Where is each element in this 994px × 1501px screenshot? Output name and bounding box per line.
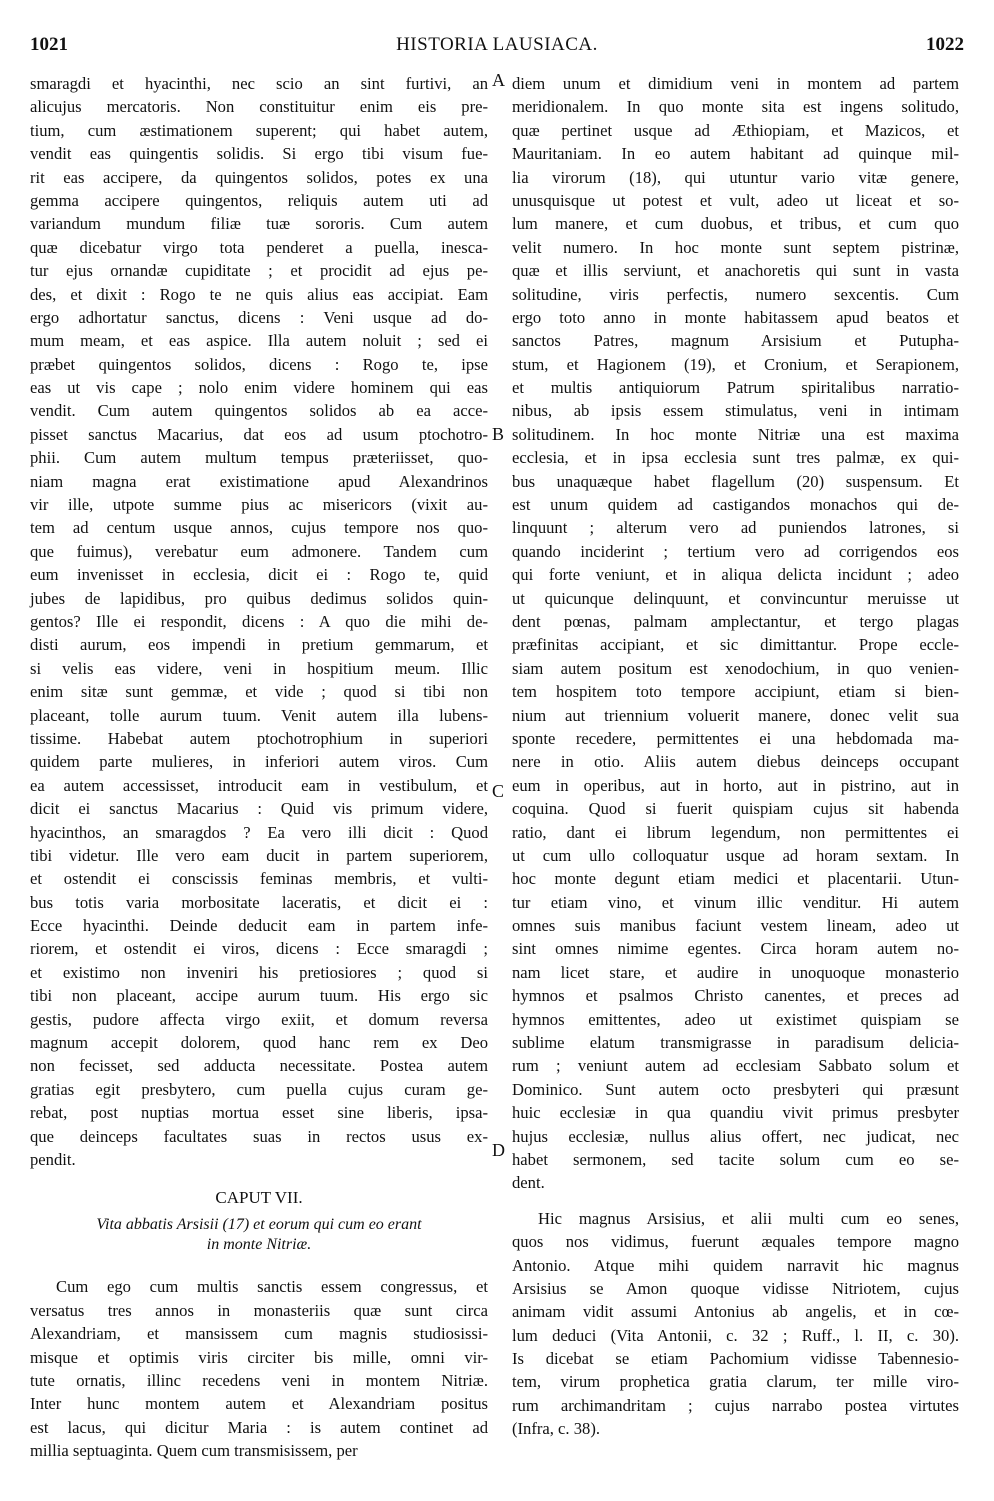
paragraph-gap xyxy=(512,1195,959,1207)
text-line: versatus tres annos in monasteriis quæ sunt circa xyxy=(30,1300,488,1320)
text-line: huic ecclesiæ in qua quandiu vivit primus presbyter xyxy=(512,1103,959,1123)
right-column xyxy=(512,72,959,1441)
text-line: Mauritaniam. In eo autem habitant ad quinque mil- xyxy=(512,144,959,164)
text-line: tissime. Habebat autem ptochotrophium in superiori xyxy=(30,728,488,748)
text-line: mum meam, et eas aspice. Illa autem noluit ; sed ei xyxy=(30,331,488,351)
text-line: dent pœnas, palmam amplectantur, et tergo plagas xyxy=(512,611,959,631)
text-line: misque et optimis viris circiter bis mille, omni vir- xyxy=(30,1347,488,1367)
margin-marker-d: D xyxy=(492,1140,505,1160)
text-line: coquina. Quod si fuerit quispiam cujus sit habenda xyxy=(512,799,959,819)
chapter-body-text xyxy=(30,1275,488,1462)
chapter-subtitle xyxy=(30,1215,488,1275)
running-title: HISTORIA LAUSIACA. xyxy=(396,34,598,55)
text-line: lia virorum (18), qui utuntur vario vitæ genere, xyxy=(512,167,959,187)
text-line: velit numero. In hoc monte sunt septem pistrinæ, xyxy=(512,237,959,257)
text-line: nere in otio. Aliis autem diebus deinceps occupant xyxy=(512,752,959,772)
text-line: ergo adhortatur sanctus, dicens : Veni usque ad do- xyxy=(30,307,488,327)
text-line: nam licet stare, et audire in unoquoque monasterio xyxy=(512,962,959,982)
text-line: præfinitas accipiant, et sic dimittantur. Prope eccle- xyxy=(512,635,959,655)
text-line: sublime elatum transmigrasse in paradisum delicia- xyxy=(512,1033,959,1053)
text-line: phii. Cum autem multum tempus præteriisset, quo- xyxy=(30,448,488,468)
text-line: quidem parte mulieres, in inferiori autem viros. Cum xyxy=(30,752,488,772)
text-line: sint omnes nimime egentes. Circa horam autem no- xyxy=(512,939,959,959)
text-line: solitudine, viris perfectis, numero sexcentis. Cum xyxy=(512,284,959,304)
text-line: meridionalem. In quo monte sita est ingens solitudo, xyxy=(512,97,959,117)
left-page-number: 1021 xyxy=(30,34,68,55)
text-line: qui forte veniunt, et in aliqua delicta incidunt ; adeo xyxy=(512,565,959,585)
text-line: gentos? Ille ei respondit, dicens : A quo die mihi de- xyxy=(30,611,488,631)
text-line: stum, et Hagionem (19), et Cronium, et Serapionem, xyxy=(512,354,959,374)
text-line: quæ dicebatur virgo tota penderet a puella, inesca- xyxy=(30,237,488,257)
text-line: magnum accepit dolorem, quod hanc rem ex Deo xyxy=(30,1033,488,1053)
text-line: siam autem positum est xenodochium, in quo venien- xyxy=(512,658,959,678)
text-line: pisset sanctus Macarius, dat eos ad usum ptochotro- xyxy=(30,424,488,444)
text-line: quæ pertinet usque ad Æthiopiam, et Mazicos, et xyxy=(512,120,959,140)
text-line: dent. xyxy=(512,1173,545,1193)
text-line: et existimo non inveniri his pretiosiores ; quod si xyxy=(30,962,488,982)
chapter-title: CAPUT VII. xyxy=(215,1188,303,1208)
text-line: des, et dixit : Rogo te ne quis alius eas accipiat. Eam xyxy=(30,284,488,304)
text-line: quando inciderint ; tertium vero ad corrigendos eos xyxy=(512,541,959,561)
margin-marker-c: C xyxy=(492,781,505,801)
text-line: tur etiam vino, et vinum illic venditur. Hi autem xyxy=(512,892,959,912)
page-header xyxy=(30,34,964,64)
text-line: jubes de lapidibus, pro quibus dedimus solidos quin- xyxy=(30,588,488,608)
text-line: que deinceps facultates suas in rectos usus ex- xyxy=(30,1126,488,1146)
text-line: tur ejus ornandæ cupiditate ; et procidit ad ejus pe- xyxy=(30,261,488,281)
text-line: ea autem accessisset, introducit eam in vestibulum, et xyxy=(30,775,488,795)
text-line: niam magna erat existimatione apud Alexandrinos xyxy=(30,471,488,491)
text-line: Is dicebat se etiam Pachomium vidisse Tabennesio- xyxy=(512,1349,959,1369)
text-line: hujus ecclesiæ, nullus alius offert, nec judicat, nec xyxy=(512,1126,959,1146)
text-line: tibi videtur. Ille vero eam ducit in partem superiorem, xyxy=(30,845,488,865)
text-line: pendit. xyxy=(30,1149,76,1169)
text-line: dicit ei sanctus Macarius : Quid vis primum videre, xyxy=(30,799,488,819)
text-line: alicujus mercatoris. Non constituitur enim eis pre- xyxy=(30,97,488,117)
text-line: ratio, dant ei librum legendum, non permittentes ei xyxy=(512,822,959,842)
text-line: Antonio. Atque mihi quidem narravit hic magnus xyxy=(512,1255,959,1275)
text-line: hoc monte degunt etiam medici et placentarii. Utun- xyxy=(512,869,959,889)
text-line: rum archimandritam ; cujus narrabo postea virtutes xyxy=(512,1395,959,1415)
text-line: rebat, post nuptias mortua esset sine liberis, ipsa- xyxy=(30,1103,488,1123)
text-line: quæ et illis serviunt, et anachoretis qui sunt in vasta xyxy=(512,261,959,281)
text-line: que fuimus), verebatur eum admonere. Tandem cum xyxy=(30,541,488,561)
text-line: ergo toto anno in monte habitassem apud beatos et xyxy=(512,307,959,327)
text-line: diem unum et dimidium veni in montem ad partem xyxy=(512,74,959,93)
text-line: ecclesia, et in ipsa ecclesia sunt tres palmæ, ex qui- xyxy=(512,448,959,468)
text-line: tem hospitem toto tempore accipiunt, etiam si bien- xyxy=(512,682,959,702)
text-line: nium aut triennium voluerit manere, donec velit sua xyxy=(512,705,959,725)
right-column-text xyxy=(512,72,959,1195)
text-line: si velis eas videre, veni in hospitium meum. Illic xyxy=(30,658,488,678)
text-line: hyacinthos, an smaragdos ? Ea vero illi dicit : Quod xyxy=(30,822,488,842)
text-line: riorem, et ostendit ei viros, dicens : Ecce smaragdi ; xyxy=(30,939,488,959)
text-line: variandum mundum filiæ tuæ sororis. Cum autem xyxy=(30,214,488,234)
text-line: smaragdi et hyacinthi, nec scio an sint furtivi, an xyxy=(30,74,488,93)
chapter-subtitle-line: in monte Nitriæ. xyxy=(206,1236,312,1254)
text-line: hymnos emittentes, adeo ut existimet quispiam se xyxy=(512,1009,959,1029)
text-line: gemma accipere quingentos, reliquis autem uti ad xyxy=(30,190,488,210)
text-line: tute ornatis, illinc recedens veni in montem Nitriæ. xyxy=(30,1370,488,1390)
right-page-number: 1022 xyxy=(926,34,964,55)
text-line: Arsisius se Amon quoque vidisse Nitriotem, cujus xyxy=(512,1278,959,1298)
text-line: eas ut vis cape ; nolo enim videre hominem qui eas xyxy=(30,378,488,398)
text-line: sponte recedere, permittentes ei una hebdomada ma- xyxy=(512,728,959,748)
text-line: est lacus, qui dicitur Maria : is autem continet ad xyxy=(30,1417,488,1437)
left-column-text xyxy=(30,72,488,1171)
text-line: Hic magnus Arsisius, et alii multi cum eo senes, xyxy=(538,1208,959,1228)
text-line: linquunt ; alterum vero ad puniendos latrones, si xyxy=(512,518,959,538)
text-line: lum manere, et cum duobus, et tribus, et cum quo xyxy=(512,214,959,234)
text-line: enim sitæ sunt gemmæ, et vide ; quod si tibi non xyxy=(30,682,488,702)
text-line: gratias egit presbytero, cum puella cujus curam ge- xyxy=(30,1079,488,1099)
text-line: non fecisset, sed adducta necessitate. Postea autem xyxy=(30,1056,488,1076)
text-line: Cum ego cum multis sanctis essem congressus, et xyxy=(56,1277,488,1297)
text-line: tem, virum prophetica gratia clarum, ter mille viro- xyxy=(512,1372,959,1392)
text-line: nibus, ab ipsis essem stimulatus, veni in intimam xyxy=(512,401,959,421)
text-line: ut cum ullo colloquatur usque ad horam sextam. In xyxy=(512,845,959,865)
text-line: Ecce hyacinthi. Deinde deducit eam in partem infe- xyxy=(30,916,488,936)
text-line: Dominico. Sunt autem octo presbyteri qui præsunt xyxy=(512,1079,959,1099)
text-line: animam vidit assumi Antonius ab angelis, et in cœ- xyxy=(512,1302,959,1322)
text-line: Alexandriam, et mansissem cum magnis studiosissi- xyxy=(30,1324,488,1344)
text-line: vendit. Cum autem quingentos solidos ab ea acce- xyxy=(30,401,488,421)
text-line: vir ille, utpote summe pius ac misericors (vixit au- xyxy=(30,495,488,515)
text-line: rit eas accipere, da quingentos solidos, potes ex una xyxy=(30,167,488,187)
text-line: bus unaquæque habet flagellum (20) suspensum. Et xyxy=(512,471,959,491)
text-line: disti aurum, eos impendi in pretium gemmarum, et xyxy=(30,635,488,655)
text-line: tium, cum æstimationem superent; qui habet autem, xyxy=(30,120,488,140)
text-line: solitudinem. In hoc monte Nitriæ una est maxima xyxy=(512,424,959,444)
text-line: rum ; veniunt autem ad ecclesiam Sabbato solum et xyxy=(512,1056,959,1076)
text-line: eum in operibus, aut in horto, aut in pistrino, aut in xyxy=(512,775,959,795)
text-line: hymnos et psalmos Christo canentes, et preces ad xyxy=(512,986,959,1006)
text-line: omnes suis manibus faciunt vestem lineam, adeo ut xyxy=(512,916,959,936)
text-line: vendit eas quingentis solidis. Si ergo tibi visum fue- xyxy=(30,144,488,164)
text-line: bus totis varia morbositate laceratis, et dicit ei : xyxy=(30,892,488,912)
text-line: ut quicunque delinquunt, et convincuntur meruisse ut xyxy=(512,588,959,608)
text-line: et ostendit ei conscissis feminas membris, et vulti- xyxy=(30,869,488,889)
text-line: sanctos Patres, magnum Arsisium et Putupha- xyxy=(512,331,959,351)
text-line: habet sermonem, sed tacite solum cum eo se- xyxy=(512,1149,959,1169)
text-line: gestis, pudore affecta virgo exiit, et domum reversa xyxy=(30,1009,488,1029)
text-line: lum deduci (Vita Antonii, c. 32 ; Ruff., l. II, c. 30). xyxy=(512,1325,959,1345)
right-column-paragraph xyxy=(512,1207,959,1441)
margin-marker-b: B xyxy=(492,424,505,444)
text-line: tem ad centum usque annos, cujus tempore nos quo- xyxy=(30,518,488,538)
text-line: est unum quidem ad castigandos monachos qui de- xyxy=(512,495,959,515)
text-line: Inter hunc montem autem et Alexandriam positus xyxy=(30,1394,488,1414)
text-line: tibi non placeant, accipe aurum tuum. His ergo sic xyxy=(30,986,488,1006)
text-line: eum invenisset in ecclesia, dicit ei : Rogo te, quid xyxy=(30,565,488,585)
text-line: et multis antiquiorum Patrum spiritalibus narratio- xyxy=(512,378,959,398)
text-line: placeant, tolle aurum tuum. Venit autem illa lubens- xyxy=(30,705,488,725)
chapter-subtitle-line: Vita abbatis Arsisii (17) et eorum qui cum eo erant xyxy=(96,1216,422,1234)
text-line: quos nos vidimus, fuerunt æquales tempore magno xyxy=(512,1232,959,1252)
text-line: unusquisque ut potest et vult, adeo ut liceat et so- xyxy=(512,190,959,210)
left-column xyxy=(30,72,488,1462)
margin-marker-a: A xyxy=(492,70,505,90)
text-line: millia septuaginta. Quem cum transmisissem, per xyxy=(30,1441,358,1461)
text-line: præbet quingentos solidos, dicens : Rogo te, ipse xyxy=(30,354,488,374)
text-line: (Infra, c. 38). xyxy=(512,1419,600,1439)
